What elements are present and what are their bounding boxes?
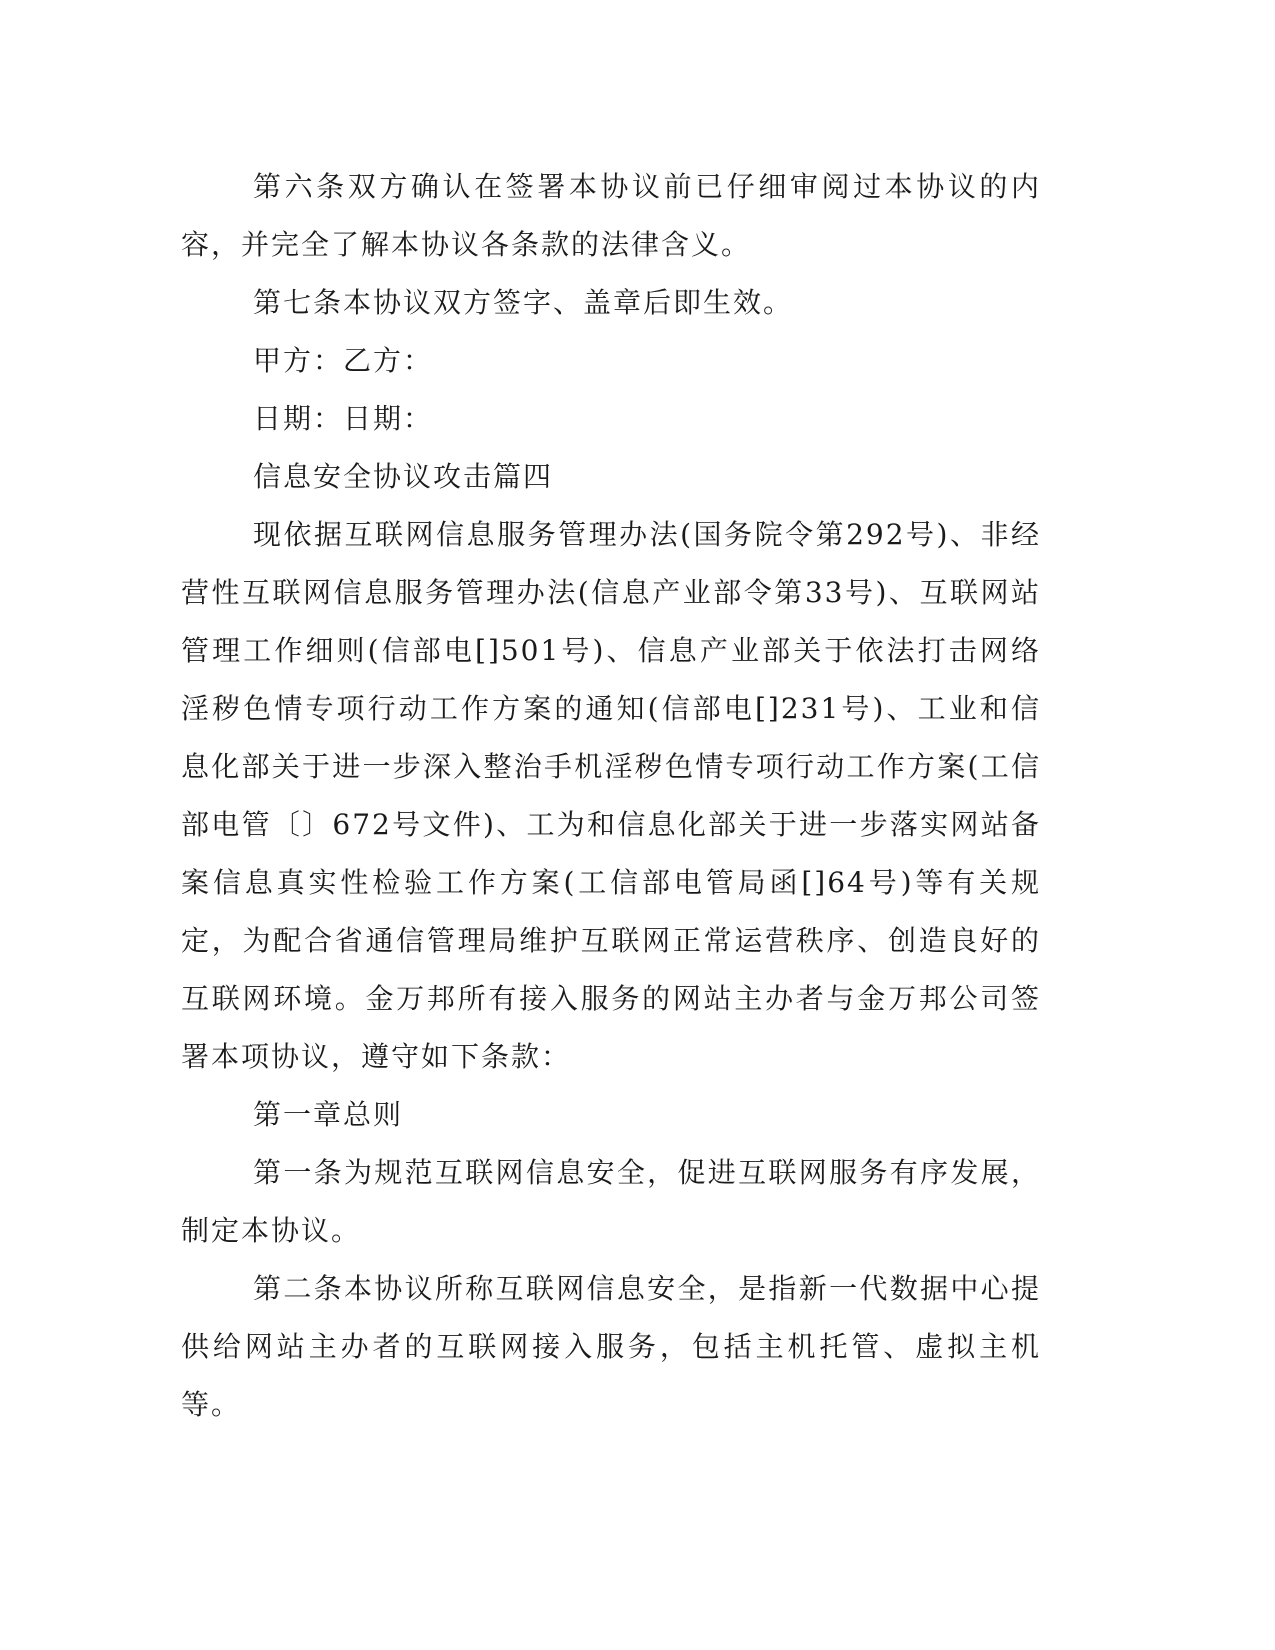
signature-parties-line: 甲方：乙方： (253, 344, 434, 377)
signature-date-line: 日期：日期： (253, 402, 434, 435)
paragraph-article-6: 第六条双方确认在签署本协议前已仔细审阅过本协议的内容，并完全了解本协议各条款的法律含义。 (181, 170, 1041, 261)
section-heading: 信息安全协议攻击篇四 (253, 460, 554, 493)
paragraph-article-1: 第一条为规范互联网信息安全，促进互联网服务有序发展，制定本协议。 (181, 1156, 1041, 1247)
document-body (181, 158, 1041, 1434)
paragraph-article-7: 第七条本协议双方签字、盖章后即生效。 (253, 286, 794, 319)
paragraph-preamble: 现依据互联网信息服务管理办法(国务院令第292号)、非经营性互联网信息服务管理办法(信息产业部令第33号)、互联网站管理工作细则(信部电[]501号)、信息产业部关于依法打击网络淫秽色情专项行动工作方案的通知(信部电[]231号)、工业和信息化部关于进一步深入整治手机淫秽色情专项行动工作方案(工信部电管〔〕672号文件)、工为和信息化部关于进一步落实网站备案信息真实性检验工作方案(工信部电管局函[]64号)等有关规定，为配合省通信管理局维护互联网正常运营秩序、创造良好的互联网环境。金万邦所有接入服务的网站主办者与金万邦公司签署本项协议，遵守如下条款： (181, 518, 1041, 1073)
chapter-heading: 第一章总则 (253, 1098, 404, 1131)
paragraph-article-2: 第二条本协议所称互联网信息安全，是指新一代数据中心提供给网站主办者的互联网接入服务，包括主机托管、虚拟主机等。 (181, 1272, 1041, 1421)
